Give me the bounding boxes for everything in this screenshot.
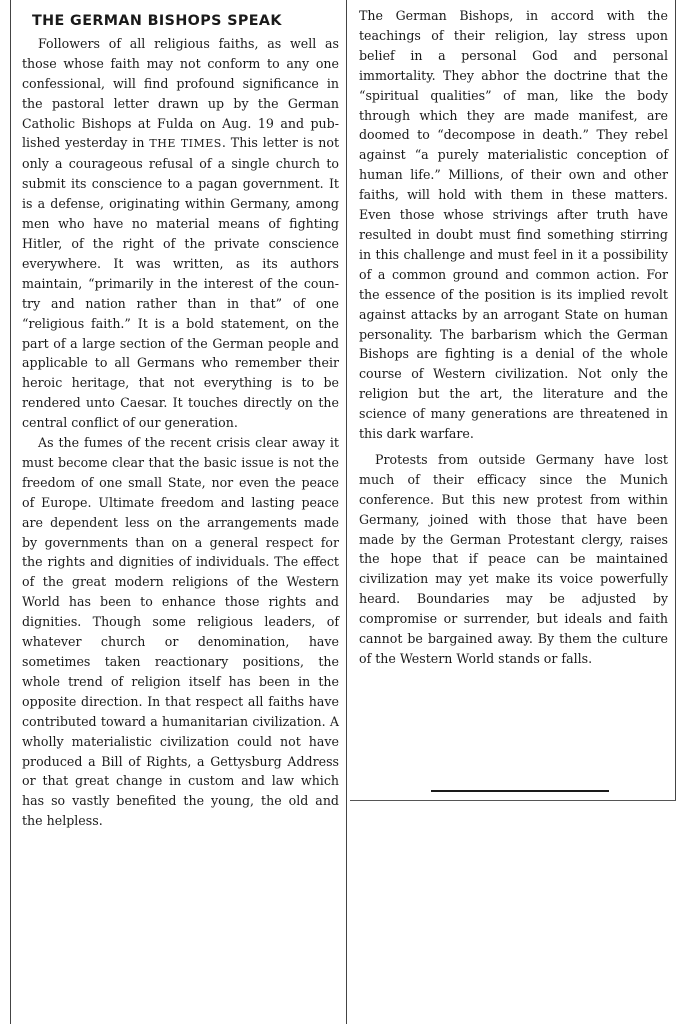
left-column xyxy=(10,0,347,1024)
paragraph-3: Protests from outside Germany have lost much of their efficacy since the Munich conference. But this new protest from within Germany, joined with those that have been made by the German Protestant clergy, raises the hope that if peace can be maintained civilization may yet make its voice powerfully heard. Boundaries may be adjusted by compromise or surrender, but ideals and faith cannot be bargained away. By them the culture of the Western World stands or falls. xyxy=(359,451,668,666)
right-column xyxy=(350,0,676,800)
end-rule xyxy=(431,790,609,792)
paragraph-1-text-a: Followers of all religious faiths, as well as those whose faith may not conform to any one confessional, will find profound significance in the pastoral letter drawn up by the German Catholic Bishops at Fulda on Aug. 19 and published yesterday in xyxy=(22,35,339,151)
column-bottom-rule xyxy=(350,800,676,801)
paragraph-2: As the fumes of the recent crisis clear away it must become clear that the basic issue is not the freedom of one small State, nor even the peace of Europe. Ultimate freedom and lasting peace are dependent less on the arrangements made by governments than on a general respect for the rights and dignities of individuals. The effect of the great modern religions of the Western World has been to enhance those rights and dignities. Though some religious leaders, of whatever church or denomination, have sometimes taken reactionary positions, the whole trend of religion itself has been in the opposite direction. In that respect all faiths have contributed toward a humanitarian civilization. A wholly materialistic civilization could not have produced a Bill of Rights, a Gettysburg Address or that great change in custom and law which has so vastly benefited the young, the old and the helpless. xyxy=(22,435,339,829)
paragraph-1 xyxy=(22,34,339,433)
paragraph-1-text-b: . This letter is not only a courageous refusal of a single church to submit its conscience to a pagan government. It is a defense, originating within Germany, among men who have no material means of fighting Hitler, of the right of the private conscience everywhere. It was written, as its authors maintain, “primarily in the interest of the country and nation rather than in that” of one “religious faith.” It is a bold statement, on the part of a large section of the German people and applicable to all Germans who remember their heroic heritage, that not everything is to be rendered unto Caesar. It touches directly on the central conflict of our generation. xyxy=(22,135,340,431)
headline: THE GERMAN BISHOPS SPEAK xyxy=(32,13,282,29)
publication-name: THE TIMES xyxy=(149,137,222,151)
paragraph-2-continued: The German Bishops, in accord with the teachings of their religion, lay stress upon belief in a personal God and personal immortality. They abhor the doctrine that the “spiritual qualities” of man, like the body through which they are made manifest, are doomed to “decompose in death.” They rebel against “a purely materialistic conception of human life.” Millions, of their own and other faiths, will hold with them in these matters. Even those whose strivings after truth have resulted in doubt must find something stirring in this challenge and must feel in it a possibility of a common ground and common action. For the essence of the position is its implied revolt against attacks by an arrogant State on human personality. The barbarism which the German Bishops are fighting is a denial of the whole course of Western civilization. Not only the religion but the art, the literature and the science of many generations are threatened in this dark warfare. xyxy=(359,8,668,442)
